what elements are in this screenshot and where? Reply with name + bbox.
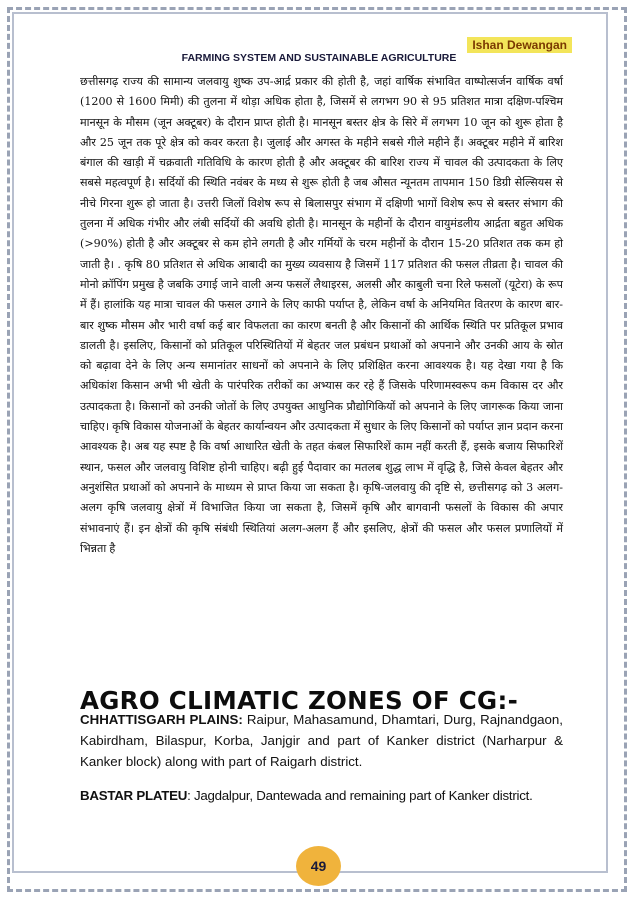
zone-bastar-label: BASTAR PLATEU [80, 788, 188, 803]
page-number: 49 [310, 858, 327, 874]
running-header: FARMING SYSTEM AND SUSTAINABLE AGRICULTURE [181, 52, 457, 64]
zone-plains-label: CHHATTISGARH PLAINS: [80, 712, 243, 727]
body-paragraph: छत्तीसगढ़ राज्य की सामान्य जलवायु शुष्क उप-आर्द्र प्रकार की होती है, जहां वार्षिक संभावित वाष्पोत्सर्जन वार्षिक वर्षा (1200 से 1600 मिमी) की तुलना में थोड़ा अधिक होता है, जिसमें से लगभग 90 से 95 प्रतिशत मात्रा दक्षिण-पश्चिम मानसून के मौसम (जून अक्टूबर) के दौरान प्राप्त होती है। मानसून बस्तर क्षेत्र के सिरे में लगभग 10 जून को शुरू होता है और 25 जून तक पूरे क्षेत्र को कवर करता है। जुलाई और अगस्त के महीने सबसे गीले महीने हैं। अक्टूबर महीने में बारिश बंगाल की खाड़ी में चक्रवाती गतिविधि के कारण होती है और अक्टूबर की बारिश राज्य में चावल की उत्पादकता के लिए सबसे महत्वपूर्ण है। सर्दियों की स्थिति नवंबर के मध्य से शुरू होती है जब औसत न्यूनतम तापमान 150 डिग्री सेल्सियस से नीचे गिरना शुरू हो जाता है। उत्तरी जिलों विशेष रूप से बिलासपुर संभाग में दक्षिणी भागों विशेष रूप से बस्तर संभाग की तुलना में अधिक गंभीर और लंबी सर्दियों की अवधि होती है। मानसून के महीनों के दौरान वायुमंडलीय आर्द्रता बहुत अधिक (>90%) होती है और अक्टूबर से कम होने लगती है और गर्मियों के चरम महीनों के दौरान 15-20 प्रतिशत तक कम हो जाती है। . कृषि 80 प्रतिशत से अधिक आबादी का मुख्य व्यवसाय है जिसमें 117 प्रतिशत की फसल तीव्रता है। चावल की मोनो क्रॉपिंग प्रमुख है जबकि उगाई जाने वाली अन्य फसलें लैथाइरस, अलसी और काबुली चना रिले फसलों (यूटेरा) के रूप में हैं। हालांकि यह मात्रा चावल की फसल उगाने के लिए काफी पर्याप्त है, लेकिन वर्षा के अनियमित वितरण के कारण बार-बार शुष्क मौसम और भारी वर्षा कई बार विफलता का कारण बनती है और किसानों की आर्थिक स्थिति पर प्रतिकूल प्रभाव डालती है। इसलिए, किसानों को प्रतिकूल परिस्थितियों में बेहतर जल प्रबंधन प्रथाओं को अपनाने और उनकी आय के स्रोत को बढ़ावा देने के लिए अन्य समानांतर साधनों को अपनाने के लिए प्रशिक्षित करना आवश्यक है। यह देखा गया है कि अधिकांश किसान अभी भी खेती के पारंपरिक तरीकों का अभ्यास कर रहे हैं जिसके परिणामस्वरूप कम विकास दर और उत्पादकता है। किसानों को उनकी जोतों के लिए उपयुक्त आधुनिक प्रौद्योगिकियों को अपनाने के लिए जागरूक किया जाना चाहिए। कृषि विकास योजनाओं के बेहतर कार्यान्वयन और उत्पादकता में सुधार के लिए किसानों को पर्याप्त ज्ञान प्रदान करना आवश्यक है। अब यह स्पष्ट है कि वर्षा आधारित खेती के तहत कंबल सिफारिशें काम नहीं करती हैं, इसके बजाय सिफारिशें स्थान, फसल और जलवायु विशिष्ट होनी चाहिए। बढ़ी हुई पैदावार का मतलब शुद्ध लाभ में वृद्धि है, जिसे केवल बेहतर और अनुशंसित प्रथाओं को अपनाने के माध्यम से प्राप्त किया जा सकता है। कृषि-जलवायु की दृष्टि से, छत्तीसगढ़ को 3 अलग-अलग कृषि जलवायु क्षेत्रों में विभाजित किया जा सकता है, जिसमें कृषि और बागवानी फसलों के विकास की अपार संभावनाएं हैं। इन क्षेत्रों की कृषि संबंधी स्थितियां अलग-अलग हैं और इसलिए, क्षेत्रों की फसल और फसल प्रणालियों में भिन्नता है [80, 75, 563, 555]
zone-plains-text: Raipur, Mahasamund, Dhamtari, Durg, Rajnandgaon, Kabirdham, Bilaspur, Korba, Janjgir and part of Kanker district (Narharpur & Kanker block) along with part of Raigarh district. [80, 712, 563, 769]
zone-plains [80, 709, 563, 772]
author-name: Ishan Dewangan [467, 37, 572, 53]
zone-bastar [80, 785, 570, 806]
zone-bastar-text: : Jagdalpur, Dantewada and remaining part of Kanker district. [187, 788, 533, 803]
page-number-badge [296, 846, 341, 886]
section-heading: AGRO CLIMATIC ZONES OF CG:- [80, 686, 519, 715]
